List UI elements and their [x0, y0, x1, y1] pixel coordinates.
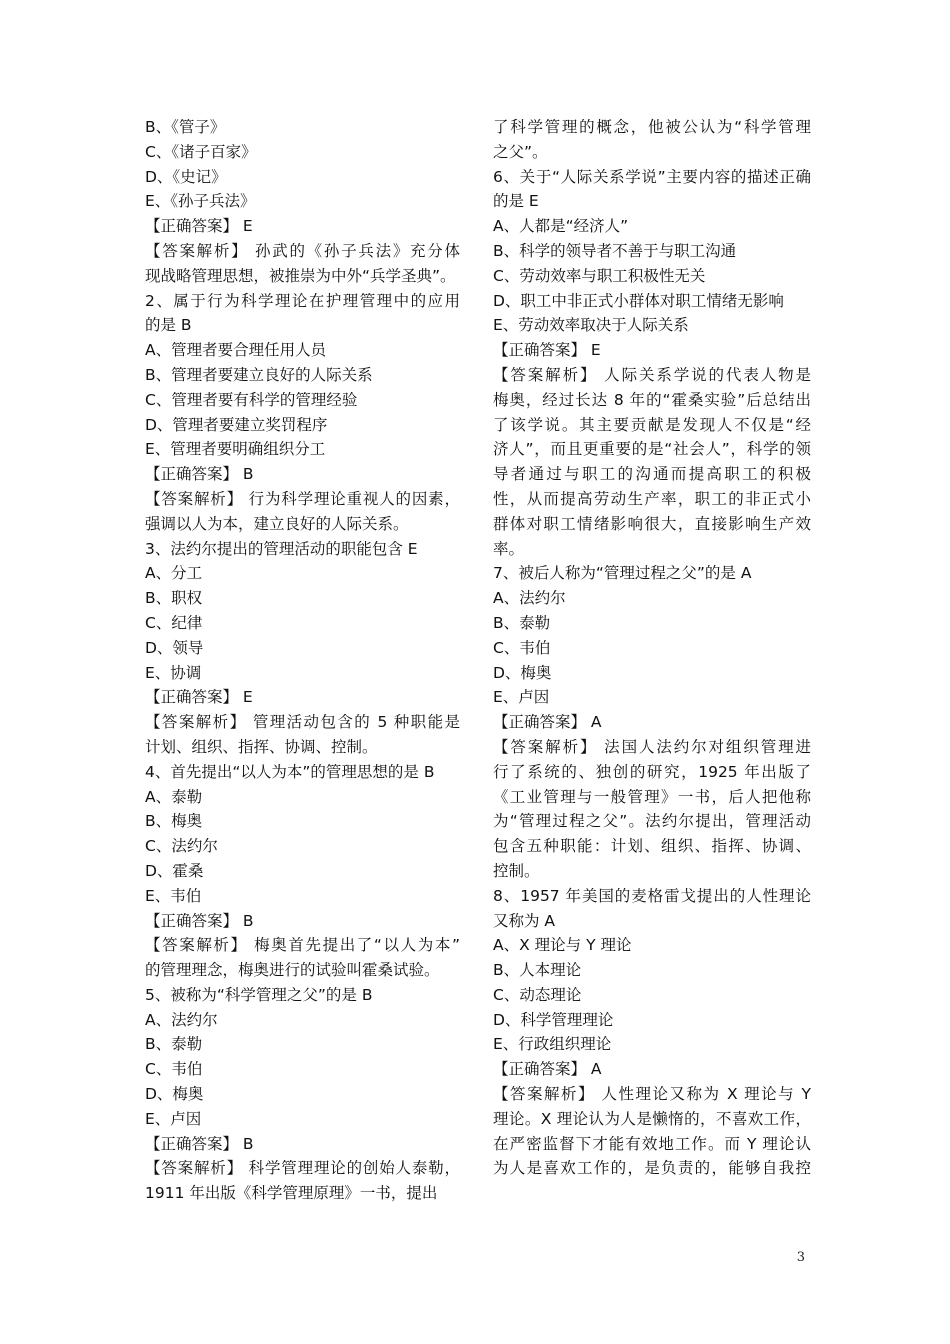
text-line: D、科学管理理论	[493, 1010, 614, 1029]
text-line: 的管理理念，梅奥进行的试验叫霍桑试验。	[145, 961, 440, 980]
text-line: 群体对职工情绪影响很大，直接影响生产效	[493, 514, 811, 533]
text-line: B、梅奥	[145, 812, 203, 831]
text-line: 6、关于“人际关系学说”主要内容的描述正确	[493, 167, 811, 186]
text-line: E、韦伯	[145, 886, 202, 905]
text-line: 2、属于行为科学理论在护理管理中的应用	[145, 291, 460, 310]
text-line: C、韦伯	[145, 1060, 203, 1079]
text-line: D、梅奥	[493, 663, 552, 682]
text-line: E、卢因	[145, 1109, 202, 1128]
text-line: 【正确答案】 E	[145, 217, 253, 236]
text-line: 性，从而提高劳动生产率，职工的非正式小	[493, 489, 811, 508]
left-text-column	[145, 115, 460, 1206]
text-line: 【答案解析】 法国人法约尔对组织管理进	[493, 737, 811, 756]
text-line: D、霍桑	[145, 861, 204, 880]
text-line: 【正确答案】 E	[145, 688, 253, 707]
text-line: 【正确答案】 B	[145, 1134, 254, 1153]
text-line: 导者通过与职工的沟通而提高职工的积极	[493, 465, 811, 484]
text-line: 理论。X 理论认为人是懒惰的，不喜欢工作，	[493, 1109, 811, 1128]
text-line: C、劳动效率与职工积极性无关	[493, 266, 706, 285]
text-line: B、《管子》	[145, 118, 226, 136]
text-line: C、《诸子百家》	[145, 142, 257, 161]
text-line: B、管理者要建立良好的人际关系	[145, 365, 373, 384]
text-line: A、法约尔	[145, 1010, 218, 1029]
text-line: A、X 理论与 Y 理论	[493, 936, 632, 955]
text-line: A、法约尔	[493, 589, 566, 608]
right-text-column	[493, 115, 811, 1181]
text-line: 行了系统的、独创的研究，1925 年出版了	[493, 762, 811, 781]
text-line: 了科学管理的概念，他被公认为“科学管理	[493, 118, 811, 136]
text-line: 控制。	[493, 861, 540, 880]
text-line: C、动态理论	[493, 985, 582, 1004]
text-line: 8、1957 年美国的麦格雷戈提出的人性理论	[493, 886, 811, 905]
text-line: C、法约尔	[145, 837, 218, 856]
text-line: B、职权	[145, 589, 203, 608]
text-line: E、《孙子兵法》	[145, 192, 256, 211]
text-line: 【答案解析】 行为科学理论重视人的因素，	[145, 489, 460, 508]
text-line: 【正确答案】 B	[145, 911, 254, 930]
text-line: B、泰勒	[145, 1035, 203, 1054]
text-line: 又称为 A	[493, 911, 556, 930]
text-line: 梅奥，经过长达 8 年的“霍桑实验”后总结出	[493, 390, 811, 409]
text-line: 【正确答案】 A	[493, 1060, 602, 1079]
text-line: 【答案解析】 人性理论又称为 X 理论与 Y	[493, 1085, 811, 1104]
text-line: D、领导	[145, 638, 204, 657]
text-line: 之父”。	[493, 142, 548, 161]
text-line: D、管理者要建立奖罚程序	[145, 415, 328, 434]
text-line: 【正确答案】 B	[145, 465, 254, 484]
text-line: 【答案解析】 科学管理理论的创始人泰勒，	[145, 1159, 460, 1178]
text-line: 现战略管理思想，被推崇为中外“兵学圣典”。	[145, 266, 456, 285]
text-line: 【答案解析】 梅奥首先提出了“以人为本”	[145, 936, 460, 955]
page-number: 3	[796, 1250, 805, 1265]
text-line: 3、法约尔提出的管理活动的职能包含 E	[145, 539, 418, 558]
text-line: 【正确答案】 E	[493, 341, 601, 360]
text-line: D、梅奥	[145, 1085, 204, 1104]
text-line: A、分工	[145, 564, 203, 583]
text-line: C、韦伯	[493, 638, 551, 657]
text-line: 4、首先提出“以人为本”的管理思想的是 B	[145, 762, 435, 781]
text-line: D、《史记》	[145, 167, 227, 186]
text-line: 率。	[493, 539, 525, 558]
text-line: D、职工中非正式小群体对职工情绪无影响	[493, 291, 784, 310]
text-line: B、泰勒	[493, 613, 551, 632]
text-line: 《工业管理与一般管理》一书，后人把他称	[493, 787, 811, 806]
text-line: 的是 B	[145, 316, 192, 335]
text-line: B、人本理论	[493, 961, 582, 980]
text-line: E、行政组织理论	[493, 1035, 612, 1054]
text-line: 【答案解析】 人际关系学说的代表人物是	[493, 365, 811, 384]
text-line: 济人”，而且更重要的是“社会人”，科学的领	[493, 440, 811, 459]
text-line: 【正确答案】 A	[493, 713, 602, 732]
text-line: E、管理者要明确组织分工	[145, 440, 326, 459]
text-line: C、纪律	[145, 613, 203, 632]
text-line: 为“管理过程之父”。法约尔提出，管理活动	[493, 812, 811, 831]
text-line: 1911 年出版《科学管理原理》一书，提出	[145, 1184, 438, 1203]
text-line: 了该学说。其主要贡献是发现人不仅是“经	[493, 415, 811, 434]
text-line: A、人都是“经济人”	[493, 217, 629, 236]
text-line: 强调以人为本，建立良好的人际关系。	[145, 514, 409, 533]
text-line: 计划、组织、指挥、协调、控制。	[145, 737, 378, 756]
text-line: 在严密监督下才能有效地工作。而 Y 理论认	[493, 1134, 811, 1153]
text-line: B、科学的领导者不善于与职工沟通	[493, 241, 737, 260]
text-line: 7、被后人称为“管理过程之父”的是 A	[493, 564, 752, 583]
text-line: E、卢因	[493, 688, 550, 707]
text-line: A、管理者要合理任用人员	[145, 341, 327, 360]
text-line: 的是 E	[493, 192, 539, 211]
text-line: 【答案解析】 管理活动包含的 5 种职能是	[145, 713, 460, 732]
text-line: 包含五种职能：计划、组织、指挥、协调、	[493, 837, 811, 856]
text-line: 【答案解析】 孙武的《孙子兵法》充分体	[145, 241, 460, 260]
text-line: E、协调	[145, 663, 202, 682]
text-line: 5、被称为“科学管理之父”的是 B	[145, 985, 373, 1004]
text-line: E、劳动效率取决于人际关系	[493, 316, 689, 335]
text-line: C、管理者要有科学的管理经验	[145, 390, 358, 409]
text-line: A、泰勒	[145, 787, 203, 806]
text-line: 为人是喜欢工作的，是负责的，能够自我控	[493, 1159, 811, 1178]
